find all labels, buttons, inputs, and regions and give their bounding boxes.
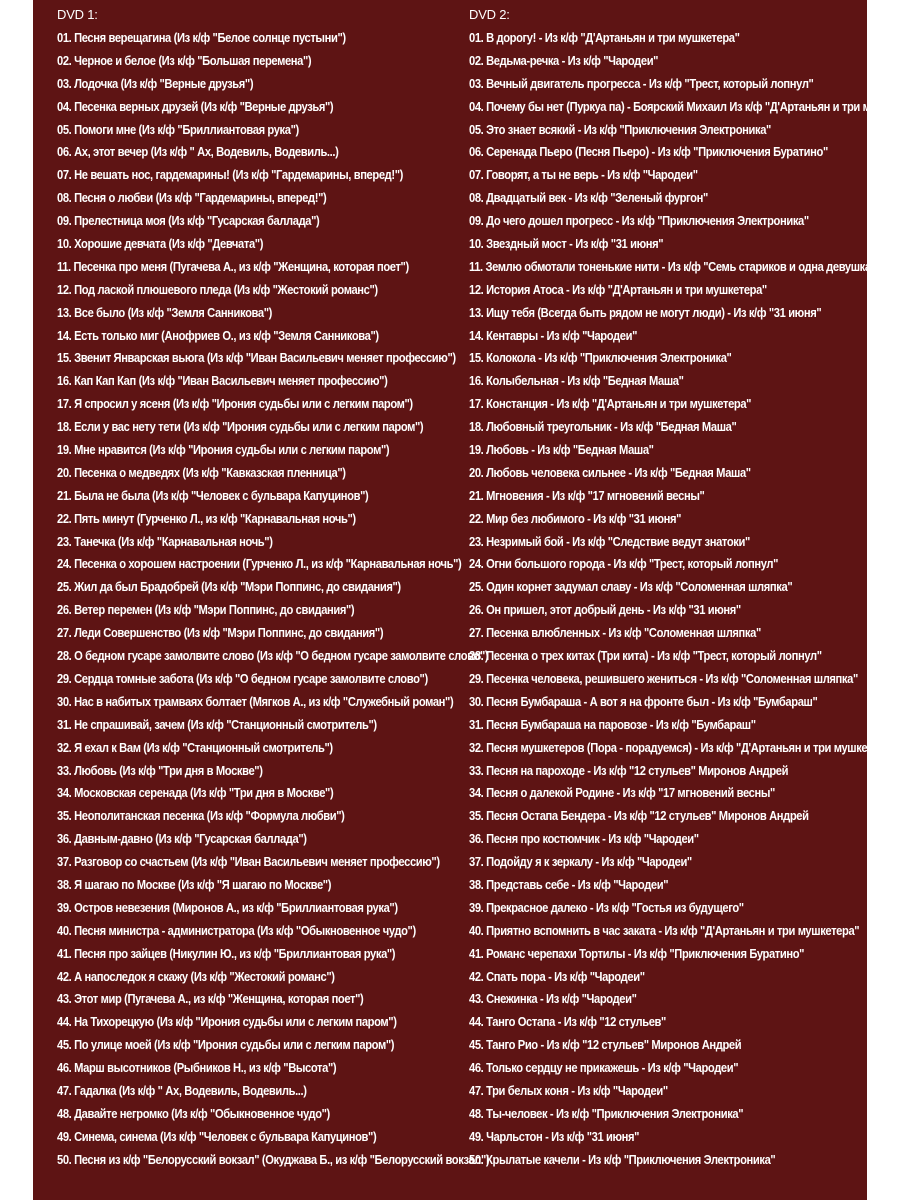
track-item: 44. Танго Остапа - Из к/ф "12 стульев" bbox=[469, 1014, 666, 1030]
track-item: 46. Марш высотников (Рыбников Н., из к/ф "Высота") bbox=[57, 1060, 337, 1076]
track-item: 25. Один корнет задумал славу - Из к/ф "Соломенная шляпка" bbox=[469, 579, 793, 595]
track-item: 25. Жил да был Брадобрей (Из к/ф "Мэри Поппинс, до свидания") bbox=[57, 579, 401, 595]
track-item: 06. Ах, этот вечер (Из к/ф " Ах, Водевиль, Водевиль...) bbox=[57, 144, 339, 160]
track-item: 10. Звездный мост - Из к/ф "31 июня" bbox=[469, 236, 664, 252]
dvd2-track-list bbox=[469, 27, 924, 1172]
track-item: 07. Говорят, а ты не верь - Из к/ф "Чародеи" bbox=[469, 167, 698, 183]
track-item: 11. Песенка про меня (Пугачева А., из к/ф "Женщина, которая поет") bbox=[57, 258, 409, 274]
track-item: 07. Не вешать нос, гардемарины! (Из к/ф "Гардемарины, вперед!") bbox=[57, 167, 403, 183]
track-item: 05. Помоги мне (Из к/ф "Бриллиантовая рука") bbox=[57, 121, 299, 137]
track-item: 12. История Атоса - Из к/ф "Д'Артаньян и три мушкетера" bbox=[469, 281, 767, 297]
track-item: 09. Прелестница моя (Из к/ф "Гусарская баллада") bbox=[57, 213, 320, 229]
track-item: 38. Представь себе - Из к/ф "Чародеи" bbox=[469, 876, 669, 892]
track-item: 10. Хорошие девчата (Из к/ф "Девчата") bbox=[57, 236, 264, 252]
track-item: 43. Этот мир (Пугачева А., из к/ф "Женщина, которая поет") bbox=[57, 991, 364, 1007]
track-item: 12. Под лаской плюшевого пледа (Из к/ф "Жестокий романс") bbox=[57, 281, 378, 297]
track-item: 06. Серенада Пьеро (Песня Пьеро) - Из к/ф "Приключения Буратино" bbox=[469, 144, 828, 160]
track-item: 02. Ведьма-речка - Из к/ф "Чародеи" bbox=[469, 52, 659, 68]
track-item: 03. Лодочка (Из к/ф "Верные друзья") bbox=[57, 75, 254, 91]
track-item: 21. Мгновения - Из к/ф "17 мгновений весны" bbox=[469, 487, 705, 503]
track-item: 36. Песня про костюмчик - Из к/ф "Чародеи" bbox=[469, 831, 699, 847]
track-item: 20. Песенка о медведях (Из к/ф "Кавказская пленница") bbox=[57, 464, 346, 480]
track-item: 42. А напоследок я скажу (Из к/ф "Жестокий романс") bbox=[57, 968, 335, 984]
track-item: 37. Разговор со счастьем (Из к/ф "Иван Васильевич меняет профессию") bbox=[57, 854, 440, 870]
track-item: 41. Песня про зайцев (Никулин Ю., из к/ф "Бриллиантовая рука") bbox=[57, 945, 396, 961]
track-item: 21. Была не была (Из к/ф "Человек с бульвара Капуцинов") bbox=[57, 487, 369, 503]
track-item: 30. Нас в набитых трамваях болтает (Мягков А., из к/ф "Служебный роман") bbox=[57, 693, 454, 709]
track-item: 29. Сердца томные забота (Из к/ф "О бедном гусаре замолвите слово") bbox=[57, 670, 428, 686]
track-item: 39. Остров невезения (Миронов А., из к/ф "Бриллиантовая рука") bbox=[57, 899, 398, 915]
track-item: 31. Песня Бумбараша на паровозе - Из к/ф "Бумбараш" bbox=[469, 716, 756, 732]
dvd2-column bbox=[469, 6, 924, 1172]
track-item: 03. Вечный двигатель прогресса - Из к/ф "Трест, который лопнул" bbox=[469, 75, 814, 91]
track-item: 40. Песня министра - администратора (Из к/ф "Обыкновенное чудо") bbox=[57, 922, 416, 938]
track-item: 47. Гадалка (Из к/ф " Ах, Водевиль, Водевиль...) bbox=[57, 1082, 307, 1098]
track-item: 33. Песня на пароходе - Из к/ф "12 стульев" Миронов Андрей bbox=[469, 762, 789, 778]
track-item: 36. Давным-давно (Из к/ф "Гусарская баллада") bbox=[57, 831, 307, 847]
track-item: 24. Огни большого города - Из к/ф "Трест, который лопнул" bbox=[469, 556, 779, 572]
track-item: 05. Это знает всякий - Из к/ф "Приключения Электроника" bbox=[469, 121, 771, 137]
track-item: 35. Неополитанская песенка (Из к/ф "Формула любви") bbox=[57, 808, 345, 824]
track-item: 40. Приятно вспомнить в час заката - Из к/ф "Д'Артаньян и три мушкетера" bbox=[469, 922, 860, 938]
track-item: 13. Все было (Из к/ф "Земля Санникова") bbox=[57, 304, 272, 320]
track-item: 02. Черное и белое (Из к/ф "Большая перемена") bbox=[57, 52, 312, 68]
track-item: 17. Я спросил у ясеня (Из к/ф "Ирония судьбы или с легким паром") bbox=[57, 396, 413, 412]
track-item: 46. Только сердцу не прикажешь - Из к/ф "Чародеи" bbox=[469, 1060, 739, 1076]
track-item: 45. Танго Рио - Из к/ф "12 стульев" Миронов Андрей bbox=[469, 1037, 742, 1053]
track-item: 39. Прекрасное далеко - Из к/ф "Гостья из будущего" bbox=[469, 899, 744, 915]
track-item: 08. Двадцатый век - Из к/ф "Зеленый фургон" bbox=[469, 190, 708, 206]
dvd1-track-list bbox=[57, 27, 490, 1172]
track-item: 32. Я ехал к Вам (Из к/ф "Станционный смотритель") bbox=[57, 739, 333, 755]
track-item: 11. Землю обмотали тоненькие нити - Из к/ф "Семь стариков и одна девушка" bbox=[469, 258, 876, 274]
track-item: 16. Колыбельная - Из к/ф "Бедная Маша" bbox=[469, 373, 684, 389]
track-item: 47. Три белых коня - Из к/ф "Чародеи" bbox=[469, 1082, 668, 1098]
track-item: 18. Если у вас нету тети (Из к/ф "Ирония судьбы или с легким паром") bbox=[57, 419, 424, 435]
track-item: 29. Песенка человека, решившего жениться - Из к/ф "Соломенная шляпка" bbox=[469, 670, 858, 686]
tracklist-panel bbox=[33, 0, 924, 1200]
track-item: 45. По улице моей (Из к/ф "Ирония судьбы или с легким паром") bbox=[57, 1037, 395, 1053]
track-item: 22. Мир без любимого - Из к/ф "31 июня" bbox=[469, 510, 682, 526]
track-item: 04. Почему бы нет (Пуркуа па) - Боярский Михаил Из к/ф "Д'Артаньян и три мушкетера" bbox=[469, 98, 924, 114]
track-item: 01. В дорогу! - Из к/ф "Д'Артаньян и три мушкетера" bbox=[469, 30, 740, 45]
track-item: 28. О бедном гусаре замолвите слово (Из к/ф "О бедном гусаре замолвите слово") bbox=[57, 648, 489, 664]
track-item: 28. Песенка о трех китах (Три кита) - Из к/ф "Трест, который лопнул" bbox=[469, 648, 822, 664]
track-item: 26. Ветер перемен (Из к/ф "Мэри Поппинс, до свидания") bbox=[57, 602, 355, 618]
track-item: 49. Чарльстон - Из к/ф "31 июня" bbox=[469, 1128, 640, 1144]
track-item: 34. Песня о далекой Родине - Из к/ф "17 мгновений весны" bbox=[469, 785, 775, 801]
track-item: 23. Незримый бой - Из к/ф "Следствие ведут знатоки" bbox=[469, 533, 750, 549]
track-item: 50. Песня из к/ф "Белорусский вокзал" (Окуджава Б., из к/ф "Белорусский вокзал") bbox=[57, 1151, 490, 1167]
track-item: 16. Кап Кап Кап (Из к/ф "Иван Васильевич меняет профессию") bbox=[57, 373, 388, 389]
track-item: 19. Мне нравится (Из к/ф "Ирония судьбы или с легким паром") bbox=[57, 442, 390, 458]
track-item: 20. Любовь человека сильнее - Из к/ф "Бедная Маша" bbox=[469, 464, 751, 480]
track-item: 38. Я шагаю по Москве (Из к/ф "Я шагаю по Москве") bbox=[57, 876, 332, 892]
track-item: 44. На Тихорецкую (Из к/ф "Ирония судьбы или с легким паром") bbox=[57, 1014, 397, 1030]
track-item: 18. Любовный треугольник - Из к/ф "Бедная Маша" bbox=[469, 419, 737, 435]
track-item: 23. Танечка (Из к/ф "Карнавальная ночь") bbox=[57, 533, 273, 549]
track-item: 01. Песня верещагина (Из к/ф "Белое солнце пустыни") bbox=[57, 30, 346, 45]
track-item: 08. Песня о любви (Из к/ф "Гардемарины, вперед!") bbox=[57, 190, 327, 206]
track-item: 33. Любовь (Из к/ф "Три дня в Москве") bbox=[57, 762, 263, 778]
track-item: 15. Звенит Январская вьюга (Из к/ф "Иван Васильевич меняет профессию") bbox=[57, 350, 456, 366]
track-item: 09. До чего дошел прогресс - Из к/ф "Приключения Электроника" bbox=[469, 213, 809, 229]
dvd2-heading: DVD 2: bbox=[469, 7, 510, 22]
track-item: 27. Леди Совершенство (Из к/ф "Мэри Поппинс, до свидания") bbox=[57, 625, 384, 641]
track-item: 42. Спать пора - Из к/ф "Чародеи" bbox=[469, 968, 645, 984]
track-item: 17. Констанция - Из к/ф "Д'Артаньян и три мушкетера" bbox=[469, 396, 752, 412]
track-item: 14. Кентавры - Из к/ф "Чародеи" bbox=[469, 327, 637, 343]
track-item: 31. Не спрашивай, зачем (Из к/ф "Станционный смотритель") bbox=[57, 716, 377, 732]
track-item: 37. Подойду я к зеркалу - Из к/ф "Чародеи" bbox=[469, 854, 692, 870]
track-item: 14. Есть только миг (Анофриев О., из к/ф "Земля Санникова") bbox=[57, 327, 379, 343]
track-item: 35. Песня Остапа Бендера - Из к/ф "12 стульев" Миронов Андрей bbox=[469, 808, 809, 824]
track-item: 22. Пять минут (Гурченко Л., из к/ф "Карнавальная ночь") bbox=[57, 510, 356, 526]
track-item: 13. Ищу тебя (Всегда быть рядом не могут люди) - Из к/ф "31 июня" bbox=[469, 304, 822, 320]
track-item: 48. Давайте негромко (Из к/ф "Обыкновенное чудо") bbox=[57, 1105, 330, 1121]
track-item: 32. Песня мушкетеров (Пора - порадуемся) - Из к/ф "Д'Артаньян и три мушкетера" bbox=[469, 739, 896, 755]
track-item: 34. Московская серенада (Из к/ф "Три дня в Москве") bbox=[57, 785, 334, 801]
track-item: 26. Он пришел, этот добрый день - Из к/ф "31 июня" bbox=[469, 602, 741, 618]
track-item: 15. Колокола - Из к/ф "Приключения Электроника" bbox=[469, 350, 732, 366]
track-item: 04. Песенка верных друзей (Из к/ф "Верные друзья") bbox=[57, 98, 334, 114]
track-item: 41. Романс черепахи Тортилы - Из к/ф "Приключения Буратино" bbox=[469, 945, 805, 961]
track-item: 24. Песенка о хорошем настроении (Гурченко Л., из к/ф "Карнавальная ночь") bbox=[57, 556, 462, 572]
track-item: 30. Песня Бумбараша - А вот я на фронте был - Из к/ф "Бумбараш" bbox=[469, 693, 818, 709]
dvd1-heading: DVD 1: bbox=[57, 7, 98, 22]
track-item: 43. Снежинка - Из к/ф "Чародеи" bbox=[469, 991, 637, 1007]
track-item: 50. Крылатые качели - Из к/ф "Приключения Электроника" bbox=[469, 1151, 776, 1167]
track-item: 27. Песенка влюбленных - Из к/ф "Соломенная шляпка" bbox=[469, 625, 761, 641]
track-item: 19. Любовь - Из к/ф "Бедная Маша" bbox=[469, 442, 654, 458]
track-item: 49. Синема, синема (Из к/ф "Человек с бульвара Капуцинов") bbox=[57, 1128, 377, 1144]
track-item: 48. Ты-человек - Из к/ф "Приключения Электроника" bbox=[469, 1105, 744, 1121]
